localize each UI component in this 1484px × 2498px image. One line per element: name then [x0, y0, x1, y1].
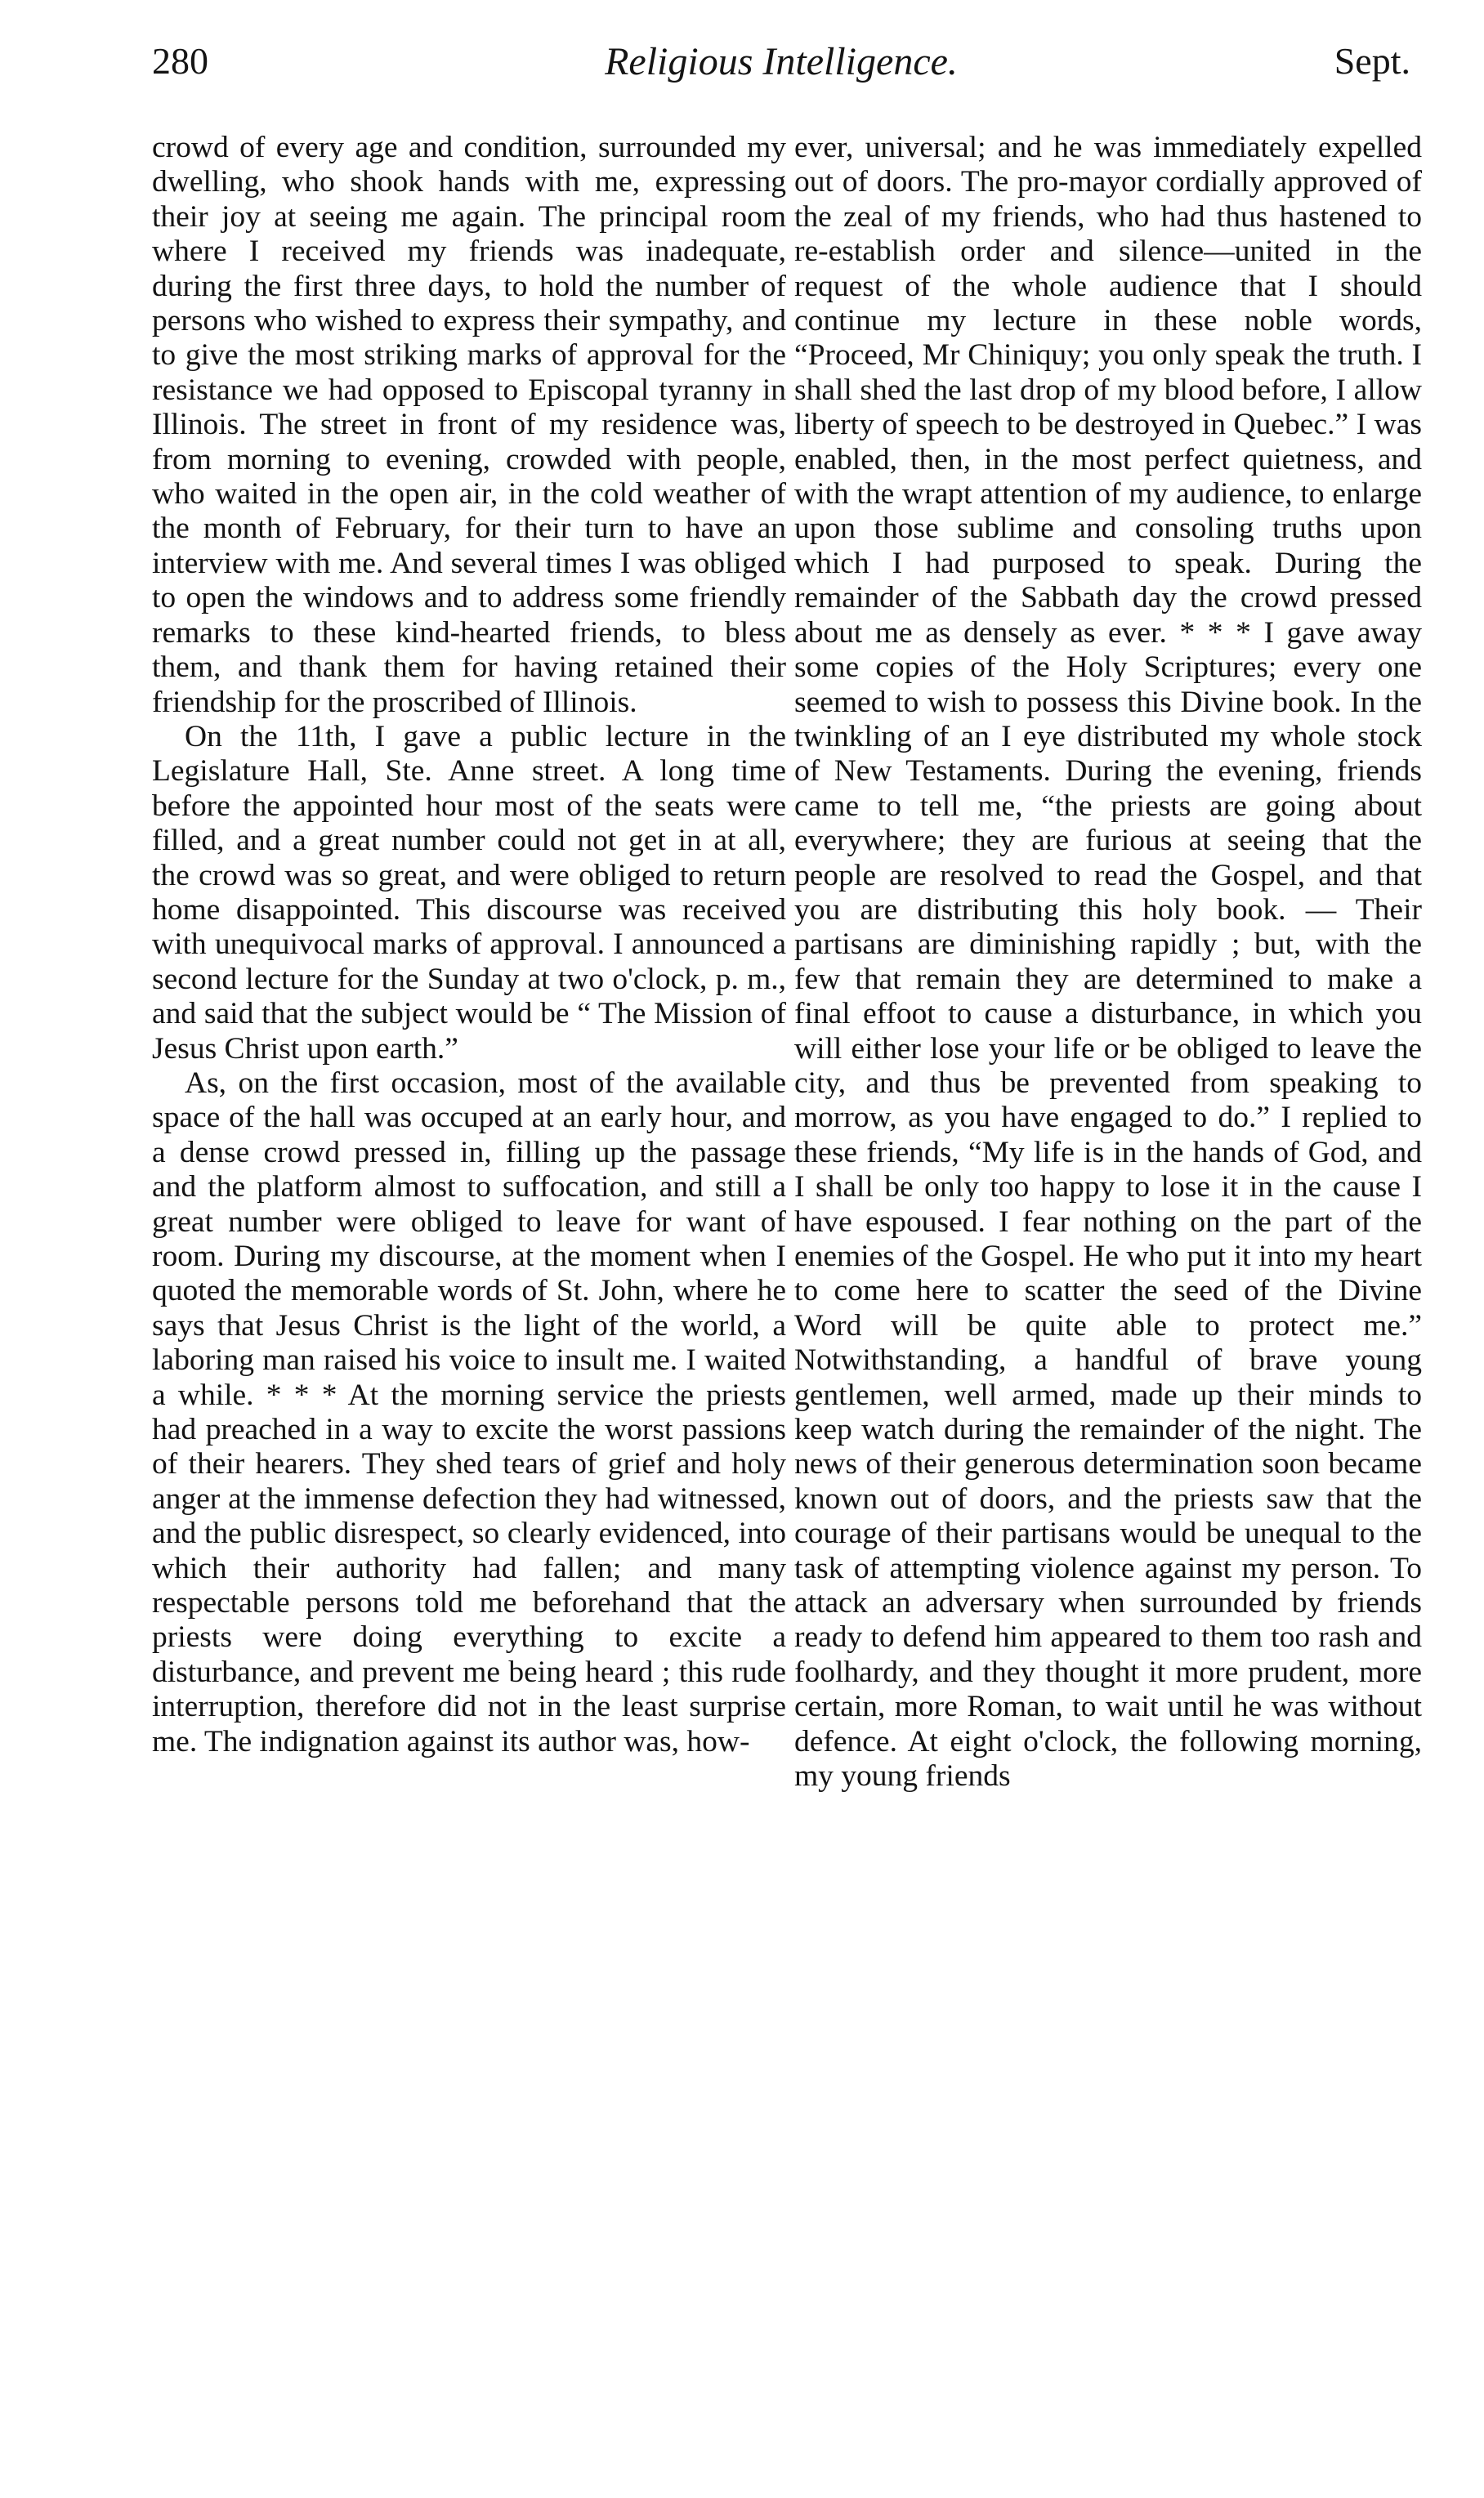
paragraph: crowd of every age and condition, surrounded my dwelling, who shook hands with me, expressing their joy at seeing me again. The principal room where I received my friends was inadequate, during the first three days, to hold the number of persons who wished to express their sympathy, and to give the most striking marks of approval for the resistance we had opposed to Episcopal tyranny in Illinois. The street in front of my residence was, from morning to evening, crowded with people, who waited in the open air, in the cold weather of the month of February, for their turn to have an interview with me. And several times I was obliged to open the windows and to address some friendly remarks to these kind-hearted friends, to bless them, and thank them for having retained their friendship for the proscribed of Illinois.	[152, 131, 786, 719]
running-header	[152, 39, 1410, 105]
page-number: 280	[152, 40, 208, 82]
paragraph: ever, universal; and he was immediately expelled out of doors. The pro-mayor cordially approved of the zeal of my friends, who had thus hastened to re-establish order and silence—united in the request of the whole audience that I should continue my lecture in these noble words, “Proceed, Mr Chiniquy; you only speak the truth. I shall shed the last drop of my blood before, I allow liberty of speech to be destroyed in Quebec.” I was enabled, then, in the most perfect quietness, and with the wrapt attention of my audience, to enlarge upon those sublime and consoling truths upon which I had purposed to speak. During the remainder of the Sabbath day the crowd pressed about me as densely as ever. * * * I gave away some copies of the Holy Scriptures; every one seemed to wish to possess this Divine book. In the twinkling of an I eye distributed my whole stock of New Testaments. During the evening, friends came to tell me, “the priests are going about everywhere; they are furious at seeing that the people are resolved to read the Gospel, and that you are distributing this holy book. — Their partisans are diminishing rapidly ; but, with the few that remain they are determined to make a final effoot to cause a disturbance, in which you will either lose your life or be obliged to leave the city, and thus be prevented from speaking to morrow, as you have engaged to do.” I replied to these friends, “My life is in the hands of God, and I shall be only too happy to lose it in the cause I have espoused. I fear nothing on the part of the enemies of the Gospel. He who put it into my heart to come here to scatter the seed of the Divine Word will be quite able to protect me.” Notwithstanding, a handful of brave young gentlemen, well armed, made up their minds to keep watch during the remainder of the night. The news of their generous determination soon became known out of doors, and the priests saw that the courage of their partisans would be unequal to the task of attempting violence against my person. To attack an adversary when surrounded by friends ready to defend him appeared to them too rash and foolhardy, and they thought it more prudent, more certain, more Roman, to wait until he was without defence. At eight o'clock, the following morning, my young friends	[794, 131, 1422, 1794]
running-month: Sept.	[1334, 40, 1410, 82]
running-title: Religious Intelligence.	[605, 40, 958, 83]
paragraph: As, on the first occasion, most of the available space of the hall was occuped at an early hour, and a dense crowd pressed in, filling up the passage and the platform almost to suffocation, and still a great number were obliged to leave for want of room. During my discourse, at the moment when I quoted the memorable words of St. John, where he says that Jesus Christ is the light of the world, a laboring man raised his voice to insult me. I waited a while. * * * At the morning service the priests had preached in a way to excite the worst passions of their hearers. They shed tears of grief and holy anger at the immense defection they had witnessed, and the public disrespect, so clearly evidenced, into which their authority had fallen; and many respectable persons told me beforehand that the priests were doing everything to excite a disturbance, and prevent me being heard ; this rude interruption, therefore did not in the least surprise me. The indignation against its author was, how-	[152, 1066, 786, 1758]
paragraph: On the 11th, I gave a public lecture in the Legislature Hall, Ste. Anne street. A long time before the appointed hour most of the seats were filled, and a great number could not get in at all, the crowd was so great, and were obliged to return home disappointed. This discourse was received with unequivocal marks of approval. I announced a second lecture for the Sunday at two o'clock, p. m., and said that the subject would be “ The Mission of Jesus Christ upon earth.”	[152, 719, 786, 1066]
left-column	[152, 131, 786, 1759]
right-column	[794, 131, 1422, 1794]
